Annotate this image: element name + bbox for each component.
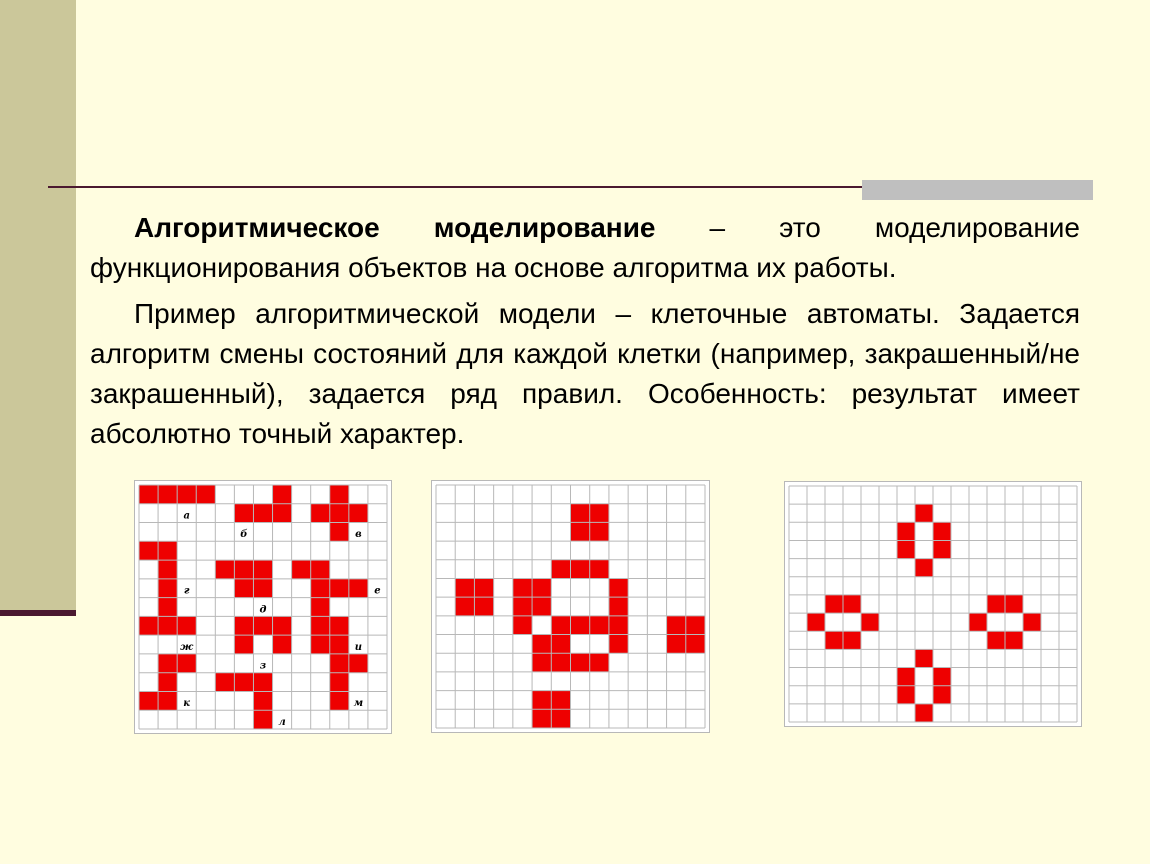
filled-cell [686, 616, 705, 635]
filled-cell [915, 649, 933, 667]
filled-cell [234, 504, 253, 523]
oscillator-grid [784, 481, 1082, 727]
filled-cell [139, 691, 158, 710]
filled-cell [843, 631, 861, 649]
filled-cell [513, 597, 532, 616]
filled-cell [330, 523, 349, 542]
filled-cell [825, 631, 843, 649]
filled-cell [349, 579, 368, 598]
filled-cell [158, 654, 177, 673]
filled-cell [273, 635, 292, 654]
definition-text: – это моделирование функционирования объектов на основе алгоритма их работы. [90, 212, 1080, 283]
filled-cell [253, 560, 272, 579]
pattern-label: з [259, 660, 267, 672]
filled-cell [311, 635, 330, 654]
filled-cell [330, 654, 349, 673]
filled-cell [215, 673, 234, 692]
filled-cell [311, 504, 330, 523]
filled-cell [139, 541, 158, 560]
filled-cell [571, 653, 590, 672]
filled-cell [513, 616, 532, 635]
filled-cell [571, 522, 590, 541]
pattern-label: б [240, 529, 248, 541]
filled-cell [532, 635, 551, 654]
filled-cell [196, 485, 215, 504]
filled-cell [311, 560, 330, 579]
filled-cell [571, 616, 590, 635]
filled-cell [897, 540, 915, 558]
filled-cell [253, 504, 272, 523]
filled-cell [807, 613, 825, 631]
sidebar-divider [0, 610, 76, 616]
sidebar-decoration [0, 0, 76, 612]
filled-cell [987, 631, 1005, 649]
filled-cell [292, 560, 311, 579]
filled-cell [330, 504, 349, 523]
filled-cell [330, 673, 349, 692]
filled-cell [273, 485, 292, 504]
filled-cell [177, 654, 196, 673]
filled-cell [915, 504, 933, 522]
glider-grid [431, 480, 710, 733]
filled-cell [253, 691, 272, 710]
filled-cell [513, 578, 532, 597]
filled-cell [311, 598, 330, 617]
pattern-label: а [183, 510, 190, 522]
filled-cell [311, 579, 330, 598]
filled-cell [609, 597, 628, 616]
filled-cell [686, 635, 705, 654]
pattern-label: в [355, 529, 362, 541]
filled-cell [455, 578, 474, 597]
filled-cell [215, 560, 234, 579]
filled-cell [551, 653, 570, 672]
filled-cell [158, 541, 177, 560]
filled-cell [933, 668, 951, 686]
filled-cell [1005, 595, 1023, 613]
patterns-grid-svg [135, 481, 391, 733]
filled-cell [330, 635, 349, 654]
filled-cell [330, 616, 349, 635]
filled-cell [861, 613, 879, 631]
filled-cell [139, 485, 158, 504]
pattern-label: ж [180, 641, 194, 653]
filled-cell [158, 485, 177, 504]
filled-cell [590, 504, 609, 523]
filled-cell [234, 635, 253, 654]
glider-grid-svg [432, 481, 709, 732]
filled-cell [609, 616, 628, 635]
filled-cell [158, 616, 177, 635]
filled-cell [234, 579, 253, 598]
filled-cell [474, 597, 493, 616]
filled-cell [273, 504, 292, 523]
filled-cell [987, 595, 1005, 613]
filled-cell [933, 686, 951, 704]
filled-cell [253, 579, 272, 598]
pattern-label: е [374, 585, 381, 597]
filled-cell [139, 616, 158, 635]
title-rule-accent [862, 180, 1093, 200]
filled-cell [455, 597, 474, 616]
filled-cell [158, 560, 177, 579]
filled-cell [532, 597, 551, 616]
filled-cell [915, 704, 933, 722]
definition-paragraph [90, 208, 1080, 288]
filled-cell [590, 560, 609, 579]
filled-cell [897, 522, 915, 540]
filled-cell [571, 504, 590, 523]
filled-cell [1005, 631, 1023, 649]
filled-cell [551, 560, 570, 579]
pattern-label: и [354, 641, 363, 653]
filled-cell [667, 616, 686, 635]
term-bold: Алгоритмическое моделирование [134, 212, 656, 243]
filled-cell [532, 709, 551, 728]
filled-cell [474, 578, 493, 597]
pattern-label: м [353, 698, 364, 710]
filled-cell [234, 560, 253, 579]
filled-cell [609, 578, 628, 597]
filled-cell [253, 710, 272, 729]
pattern-label: к [183, 698, 191, 710]
filled-cell [609, 635, 628, 654]
filled-cell [330, 485, 349, 504]
filled-cell [234, 673, 253, 692]
filled-cell [532, 691, 551, 710]
filled-cell [349, 504, 368, 523]
pattern-label: г [183, 585, 190, 597]
filled-cell [177, 485, 196, 504]
filled-cell [571, 560, 590, 579]
filled-cell [551, 635, 570, 654]
filled-cell [590, 653, 609, 672]
filled-cell [273, 616, 292, 635]
filled-cell [158, 579, 177, 598]
example-paragraph: Пример алгоритмической модели – клеточные автоматы. Задается алгоритм смены состояний для каждой клетки (например, закрашенный/не закрашенный), задается ряд правил. Особенность: результат имеет абсолютно точный характер. [90, 298, 1080, 449]
filled-cell [825, 595, 843, 613]
filled-cell [253, 616, 272, 635]
filled-cell [330, 691, 349, 710]
filled-cell [349, 654, 368, 673]
slide-body [90, 208, 1080, 460]
pattern-label: д [259, 604, 267, 616]
filled-cell [590, 522, 609, 541]
filled-cell [158, 673, 177, 692]
filled-cell [667, 635, 686, 654]
filled-cell [177, 616, 196, 635]
filled-cell [969, 613, 987, 631]
oscillator-grid-svg [785, 482, 1081, 726]
filled-cell [551, 709, 570, 728]
filled-cell [234, 616, 253, 635]
filled-cell [933, 522, 951, 540]
filled-cell [532, 578, 551, 597]
filled-cell [915, 559, 933, 577]
filled-cell [158, 598, 177, 617]
filled-cell [532, 653, 551, 672]
filled-cell [897, 668, 915, 686]
filled-cell [551, 691, 570, 710]
patterns-grid [134, 480, 392, 734]
filled-cell [933, 540, 951, 558]
pattern-label: л [278, 716, 286, 728]
filled-cell [158, 691, 177, 710]
filled-cell [590, 616, 609, 635]
filled-cell [253, 673, 272, 692]
filled-cell [311, 616, 330, 635]
filled-cell [330, 579, 349, 598]
filled-cell [843, 595, 861, 613]
filled-cell [551, 616, 570, 635]
filled-cell [1023, 613, 1041, 631]
filled-cell [897, 686, 915, 704]
